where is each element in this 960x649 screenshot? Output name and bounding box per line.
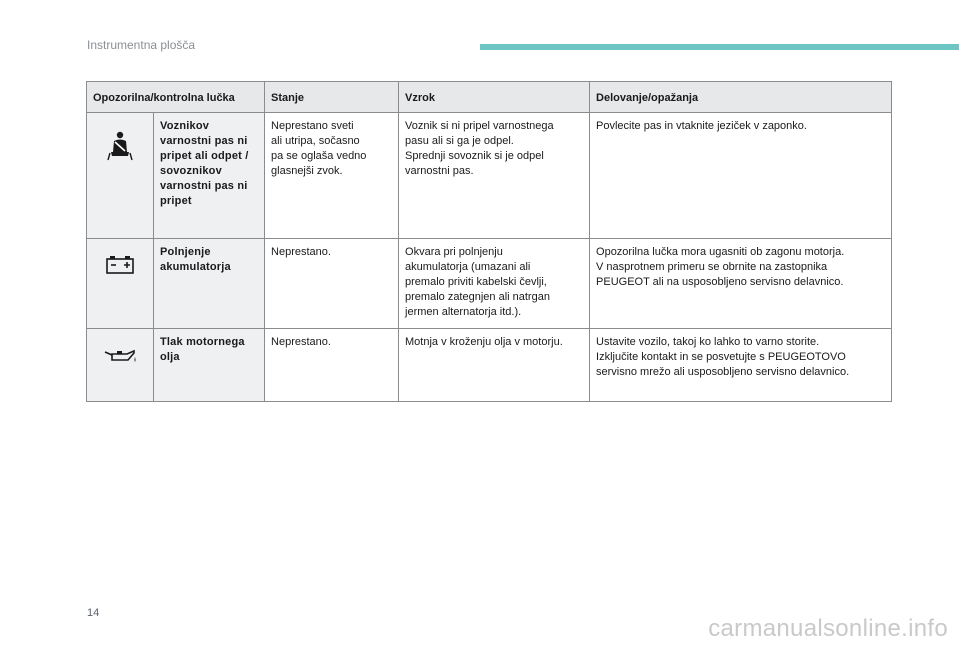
lamp-name-line: Polnjenje [160, 246, 211, 258]
state-cell [265, 113, 399, 239]
lamp-name-line: olja [160, 351, 180, 363]
lamp-name-line: Voznikov [160, 120, 210, 132]
cause-line: premalo priviti kabelski čevlji, [405, 276, 547, 288]
action-line: Ustavite vozilo, takoj ko lahko to varno storite. [596, 336, 820, 348]
lamp-name-line: pripet ali odpet / [160, 150, 249, 162]
table-row [87, 113, 892, 239]
column-header-cause: Vzrok [399, 82, 590, 113]
cause-cell [399, 329, 590, 402]
cause-line: Sprednji sovoznik si je odpel [405, 150, 544, 162]
action-line: Izključite kontakt in se posvetujte s PEUGEOTOVO [596, 351, 846, 363]
action-line: servisno mrežo ali usposobljeno servisno delavnico. [596, 366, 850, 378]
column-header-lamp: Opozorilna/kontrolna lučka [87, 82, 265, 113]
state-cell [265, 239, 399, 329]
action-line: PEUGEOT ali na usposobljeno servisno delavnico. [596, 276, 844, 288]
column-header-state: Stanje [265, 82, 399, 113]
battery-charge-icon [105, 255, 135, 275]
table-header-row [87, 82, 892, 113]
column-header-action: Delovanje/opažanja [590, 82, 892, 113]
cause-line: Motnja v kroženju olja v motorju. [405, 336, 563, 348]
lamp-name-line: varnostni pas ni [160, 135, 248, 147]
action-line: V nasprotnem primeru se obrnite na zastopnika [596, 261, 828, 273]
state-line: glasnejši zvok. [271, 165, 343, 177]
cause-line: akumulatorja (umazani ali [405, 261, 531, 273]
oil-pressure-icon [103, 347, 137, 365]
lamp-icon-cell [87, 239, 154, 329]
lamp-icon-cell [87, 113, 154, 239]
lamp-name [154, 329, 265, 402]
header-accent-bar [480, 44, 959, 50]
action-line: Opozorilna lučka mora ugasniti ob zagonu motorja. [596, 246, 845, 258]
lamp-name-line: varnostni pas ni [160, 180, 248, 192]
state-line: pa se oglaša vedno [271, 150, 367, 162]
cause-cell [399, 113, 590, 239]
cause-line: premalo zategnjen ali natrgan [405, 291, 550, 303]
state-line: Neprestano sveti [271, 120, 354, 132]
lamp-icon-cell [87, 329, 154, 402]
lamp-name [154, 239, 265, 329]
watermark: carmanualsonline.info [708, 615, 948, 642]
cause-line: Okvara pri polnjenju [405, 246, 503, 258]
cause-line: pasu ali si ga je odpel. [405, 135, 514, 147]
page-number: 14 [87, 607, 100, 619]
action-line: Povlecite pas in vtaknite jeziček v zaponko. [596, 120, 807, 132]
lamp-name-line: sovoznikov [160, 165, 222, 177]
cause-line: varnostni pas. [405, 165, 474, 177]
state-line: Neprestano. [271, 336, 331, 348]
action-cell [590, 239, 892, 329]
cause-line: jermen alternatorja itd.). [405, 306, 522, 318]
state-line: Neprestano. [271, 246, 331, 258]
lamp-name [154, 113, 265, 239]
seatbelt-warning-icon [107, 131, 133, 161]
action-cell [590, 113, 892, 239]
warning-lamp-table [86, 81, 892, 402]
lamp-name-line: pripet [160, 195, 192, 207]
table-row [87, 329, 892, 402]
cause-cell [399, 239, 590, 329]
section-title: Instrumentna plošča [87, 38, 196, 52]
lamp-name-line: Tlak motornega [160, 336, 245, 348]
state-line: ali utripa, sočasno [271, 135, 360, 147]
state-cell [265, 329, 399, 402]
cause-line: Voznik si ni pripel varnostnega [405, 120, 554, 132]
action-cell [590, 329, 892, 402]
table-row [87, 239, 892, 329]
lamp-name-line: akumulatorja [160, 261, 231, 273]
